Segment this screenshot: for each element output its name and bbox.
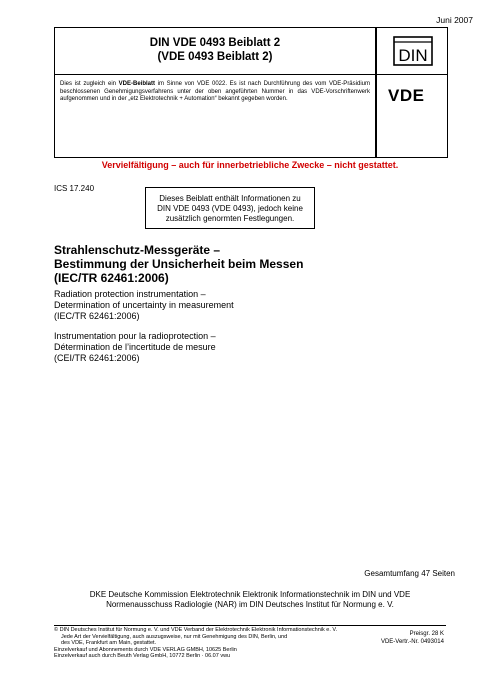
title-fr-line-3: (CEI/TR 62461:2006) [54, 353, 140, 363]
title-en-line-2: Determination of uncertainty in measurement [54, 300, 234, 310]
title-fr-line-1: Instrumentation pour la radioprotection – [54, 331, 216, 341]
vde-logo: VDE [388, 86, 425, 105]
title-french [54, 331, 444, 364]
footer-line-5: Einzelverkauf auch durch Beuth Verlag GmbH, 10772 Berlin · 06.07 vwu [54, 653, 231, 659]
price-info [381, 630, 444, 646]
intro-lead: Dies ist zugleich ein [60, 81, 119, 87]
footer-line-1: © DIN Deutsches Institut für Normung e. V. und VDE Verband der Elektrotechnik Elektronik Informationstechnik e. V. [54, 627, 338, 633]
supplement-note-box [145, 187, 315, 229]
intro-text [60, 81, 370, 104]
reproduction-notice: Vervielfältigung – auch für innerbetriebliche Zwecke – nicht gestattet. [101, 160, 399, 170]
copyright-footer [54, 627, 369, 660]
title-en-line-3: (IEC/TR 62461:2006) [54, 311, 140, 321]
note-line-1: Dieses Beiblatt enthält Informationen zu [159, 194, 301, 203]
price-group: Preisgr. 28 K [409, 631, 444, 637]
footer-line-4: Einzelverkauf und Abonnements durch VDE VERLAG GMBH, 10625 Berlin [54, 646, 237, 653]
title-en-line-1: Radiation protection instrumentation – [54, 289, 206, 299]
footer-line-3: des VDE, Frankfurt am Main, gestattet. [61, 640, 157, 646]
din-logo-text: DIN [398, 46, 428, 65]
document-number-vde: (VDE 0493 Beiblatt 2) [157, 51, 273, 63]
document-number: DIN VDE 0493 Beiblatt 2 [149, 37, 281, 49]
din-logo-icon [393, 36, 433, 66]
title-fr-line-2: Détermination de l’incertitude de mesure [54, 342, 216, 352]
intro-rest: im Sinne von VDE 0022. Es ist nach Durchführung des vom VDE-Präsidium beschlossenen Genehmigungsverfahrens unter der oben angeführten Nummer in das VDE-Vorschriftenwerk aufgenommen und in der „etz Elektrotechnik + Automation“ bekannt gegeben worden. [60, 81, 370, 103]
intro-box [54, 74, 376, 158]
title-de-line-1: Strahlenschutz-Messgeräte – [54, 243, 221, 257]
footer-divider [54, 625, 446, 626]
footer-line-2: Jede Art der Vervielfältigung, auch auszugsweise, nur mit Genehmigung des DIN, Berlin, und [61, 633, 288, 640]
publication-date: Juni 2007 [436, 15, 473, 25]
ics-code: ICS 17.240 [54, 184, 95, 193]
note-line-2: DIN VDE 0493 (VDE 0493), jedoch keine [157, 204, 303, 213]
committee-info [54, 590, 446, 610]
order-number: VDE-Vertr.-Nr. 0493014 [380, 639, 444, 645]
dke-line-2: Normenausschuss Radiologie (NAR) im DIN Deutsches Institut für Normung e. V. [106, 600, 394, 609]
title-de-line-3: (IEC/TR 62461:2006) [54, 271, 169, 285]
intro-bold: VDE-Beiblatt [118, 81, 155, 87]
logo-box [376, 27, 448, 158]
title-de-line-2: Bestimmung der Unsicherheit beim Messen [54, 257, 304, 271]
dke-line-1: DKE Deutsche Kommission Elektrotechnik Elektronik Informationstechnik im DIN und VDE [89, 590, 411, 599]
din-logo-box [377, 28, 447, 75]
title-english [54, 289, 444, 322]
total-pages: Gesamtumfang 47 Seiten [364, 569, 455, 578]
title-box [54, 27, 376, 75]
note-line-3: zusätzlich genormten Festlegungen. [165, 214, 295, 223]
title-german [54, 243, 444, 285]
